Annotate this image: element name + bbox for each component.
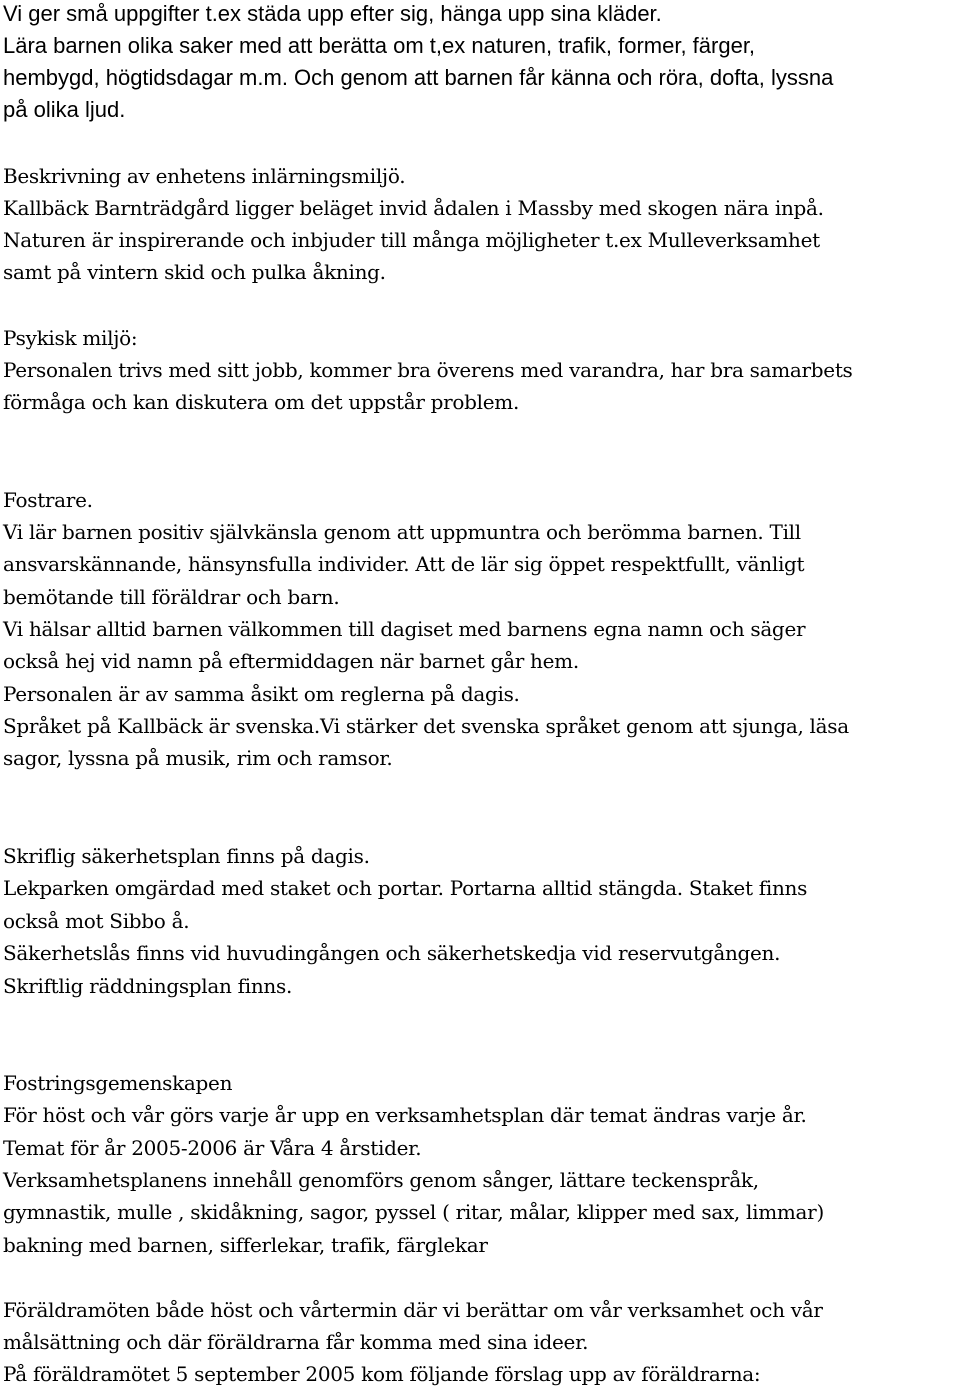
text-line: bemötande till föräldrar och barn. [3,585,340,609]
text-line: sagor, lyssna på musik, rim och ramsor. [3,746,393,770]
section-heading: Beskrivning av enhetens inlärningsmiljö. [3,164,406,188]
text-line: Naturen är inspirerande och inbjuder till många möjligheter t.ex Mulleverksamhet [3,228,820,252]
section-heading: Psykisk miljö: [3,326,138,350]
text-line: Personalen trivs med sitt jobb, kommer bra överens med varandra, har bra samarbets [3,358,853,382]
text-line: Skriflig säkerhetsplan finns på dagis. [3,844,370,868]
text-line: Språket på Kallbäck är svenska.Vi stärker det svenska språket genom att sjunga, läsa [3,714,849,738]
text-line: Säkerhetslås finns vid huvudingången och säkerhetskedja vid reservutgången. [3,941,781,965]
text-line: också mot Sibbo å. [3,909,190,933]
text-line: För höst och vår görs varje år upp en verksamhetsplan där temat ändras varje år. [3,1103,807,1127]
text-line: Vi ger små uppgifter t.ex städa upp efter sig, hänga upp sina kläder. [3,1,662,26]
text-line: Lära barnen olika saker med att berätta om t,ex naturen, trafik, former, färger, [3,33,756,58]
text-line: på olika ljud. [3,97,126,122]
text-line: Skriftlig räddningsplan finns. [3,974,293,998]
text-line: Vi hälsar alltid barnen välkommen till dagiset med barnens egna namn och säger [3,617,806,641]
text-line: Lekparken omgärdad med staket och portar. Portarna alltid stängda. Staket finns [3,876,808,900]
text-line: samt på vintern skid och pulka åkning. [3,260,386,284]
text-line: bakning med barnen, sifferlekar, trafik, färglekar [3,1233,488,1257]
text-line: Föräldramöten både höst och vårtermin där vi berättar om vår verksamhet och vår [3,1298,823,1322]
text-line: Temat för år 2005-2006 är Våra 4 årstider. [3,1136,422,1160]
text-line: ansvarskännande, hänsynsfulla individer. Att de lär sig öppet respektfullt, vänligt [3,552,805,576]
text-line: gymnastik, mulle , skidåkning, sagor, pyssel ( ritar, målar, klipper med sax, limmar) [3,1200,824,1224]
text-line: förmåga och kan diskutera om det uppstår problem. [3,390,520,414]
text-line: hembygd, högtidsdagar m.m. Och genom att barnen får känna och röra, dofta, lyssna [3,65,834,90]
text-line: målsättning och där föräldrarna får komma med sina ideer. [3,1330,589,1354]
section-heading: Fostringsgemenskapen [3,1071,233,1095]
text-line: Personalen är av samma åsikt om reglerna på dagis. [3,682,520,706]
section-heading: Fostrare. [3,488,93,512]
text-line: Vi lär barnen positiv självkänsla genom att uppmuntra och berömma barnen. Till [3,520,801,544]
text-line: På föräldramötet 5 september 2005 kom följande förslag upp av föräldrarna: [3,1362,761,1386]
text-line: Kallbäck Barnträdgård ligger beläget invid ådalen i Massby med skogen nära inpå. [3,196,824,220]
text-line: också hej vid namn på eftermiddagen när barnet går hem. [3,649,579,673]
text-line: Verksamhetsplanens innehåll genomförs genom sånger, lättare teckenspråk, [3,1168,759,1192]
